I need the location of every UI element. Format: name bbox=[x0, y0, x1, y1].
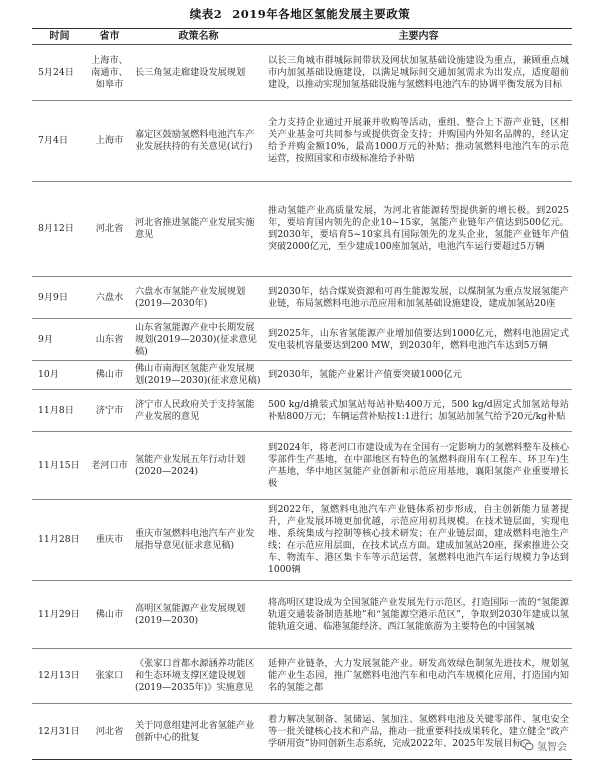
table-row bbox=[32, 182, 572, 277]
cell-date: 9月9日 bbox=[32, 277, 87, 319]
table-row bbox=[32, 45, 572, 101]
cell-date: 11月8日 bbox=[32, 390, 87, 432]
cell-content: 着力解决氢制备、氢储运、氢加注、氢燃料电池及关键零部件、氢电安全等一批关键核心技术和产品，推动一批重要科技成果转化，建立健全“政产学研用资”协同创新生态系统，完成2022年、2025年发展目标 bbox=[265, 704, 572, 760]
cell-content: 延伸产业链条，大力发展氢能产业。研发高效绿色制氢先进技术，规划氢能产业生态园，推广氢燃料电池汽车和电动汽车规模化应用，打造国内知名的氢能之都 bbox=[265, 649, 572, 704]
cell-region: 佛山市 bbox=[87, 361, 132, 390]
cell-policy: 佛山市南海区氢能产业发展规划(2019—2030)(征求意见稿) bbox=[132, 361, 265, 390]
cell-region: 老河口市 bbox=[87, 432, 132, 500]
cell-content: 将高明区建设成为全国氢能产业发展先行示范区，打造国际一流的“氢能源轨道交通装备制造基地”和“氢能源空港示范区”，争取到2030年建成以氢能轨道交通、临港氢能经济、西江氢能旅游为主要特色的中国氢城 bbox=[265, 581, 572, 649]
cell-policy: 济宁市人民政府关于支持氢能产业发展的意见 bbox=[132, 390, 265, 432]
cell-date: 8月12日 bbox=[32, 182, 87, 277]
table-row bbox=[32, 101, 572, 182]
cell-region: 六盘水 bbox=[87, 277, 132, 319]
wechat-logo-icon bbox=[520, 738, 534, 752]
cell-content: 全力支持企业通过开展兼并收购等活动，重组、整合上下游产业链，区相关产业基金可共同参与或提供资金支持；并购国内外知名品牌的，经认定给予并购金额10%，最高1000万元的补贴；推动氢燃料电池汽车的示范运营，按照国家和市级标准给予补贴 bbox=[265, 101, 572, 182]
table-row bbox=[32, 500, 572, 581]
table-row bbox=[32, 390, 572, 432]
table-row bbox=[32, 581, 572, 649]
cell-date: 11月15日 bbox=[32, 432, 87, 500]
cell-content: 500 kg/d撬装式加氢站每站补贴400万元，500 kg/d固定式加氢站每站补贴800万元；车辆运营补贴按1:1进行；加氢站加氢气给予20元/kg补贴 bbox=[265, 390, 572, 432]
cell-date: 9月 bbox=[32, 319, 87, 361]
cell-policy: 山东省氢能源产业中长期发展规划(2019—2030)(征求意见稿) bbox=[132, 319, 265, 361]
cell-date: 11月28日 bbox=[32, 500, 87, 581]
cell-content: 到2025年，山东省氢能源产业增加值要达到1000亿元，燃料电池固定式发电装机容量要达到200 MW，到2030年，燃料电池汽车达到5万辆 bbox=[265, 319, 572, 361]
cell-content: 以长三角城市群城际间带状及网状加氢基础设施建设为重点，兼顾重点城市内加氢基础设施建设，以满足城际间交通加氢需求为出发点，适度超前建设，以推动实现加氢基础设施与氢燃料电池汽车的协调平衡发展为目标 bbox=[265, 45, 572, 101]
table-title bbox=[0, 6, 600, 22]
table-title-text: 2019年各地区氢能发展主要政策 bbox=[232, 7, 411, 21]
cell-policy: 高明区氢能源产业发展规划(2019—2030) bbox=[132, 581, 265, 649]
cell-policy: 河北省推进氢能产业发展实施意见 bbox=[132, 182, 265, 277]
cell-date: 5月24日 bbox=[32, 45, 87, 101]
cell-content: 推动氢能产业高质量发展，为河北省能源转型提供新的增长极。到2025年，要培育国内领先的企业10~15家，氢能产业链年产值达到500亿元。到2030年，要培育5~10家具有国际领先的龙头企业，氢能产业链年产值突破2000亿元，至少建成100座加氢站，电池汽车运行要超过5万辆 bbox=[265, 182, 572, 277]
cell-region: 张家口 bbox=[87, 649, 132, 704]
cell-region: 济宁市 bbox=[87, 390, 132, 432]
table-label: 续表2 bbox=[189, 7, 223, 21]
cell-policy: 重庆市氢燃料电池汽车产业发展指导意见(征求意见稿) bbox=[132, 500, 265, 581]
cell-date: 10月 bbox=[32, 361, 87, 390]
cell-content: 到2022年，氢燃料电池汽车产业链体系初步形成，自主创新能力显著提升，产业发展环境更加优越，示范应用初具规模。在技术链层面，实现电堆、系统集成与控制等核心技术研发；在产业链层面，建成燃料电池生产线；在示范应用层面，在技术试点方面。建成加氢站20座，探索推进公交车、物流车、港区集卡车等示范运营，氢燃料电池汽车运行规模力争达到1000辆 bbox=[265, 500, 572, 581]
table-row bbox=[32, 432, 572, 500]
cell-region: 河北省 bbox=[87, 704, 132, 760]
table-row bbox=[32, 319, 572, 361]
cell-region: 上海市、南通市、如皋市 bbox=[87, 45, 132, 101]
cell-region: 山东省 bbox=[87, 319, 132, 361]
watermark-text: 氢智会 bbox=[537, 741, 567, 753]
policy-table bbox=[32, 28, 572, 760]
table-row bbox=[32, 649, 572, 704]
cell-date: 12月31日 bbox=[32, 704, 87, 760]
cell-content: 到2024年，将老河口市建设成为在全国有一定影响力的氢燃料整车及核心零部件生产基地，在中部地区有特色的氢燃料商用车(工程车、环卫车)生产基地，华中地区氢能产业创新和示范应用基地，襄阳氢能产业重要增长极 bbox=[265, 432, 572, 500]
cell-region: 重庆市 bbox=[87, 500, 132, 581]
table-row bbox=[32, 277, 572, 319]
cell-date: 12月13日 bbox=[32, 649, 87, 704]
cell-content: 到2030年，结合煤炭资源和可再生能源发展，以煤制氢为重点发展氢能产业链，布局氢燃料电池示范应用和加氢基础设施建设，建成加氢站20座 bbox=[265, 277, 572, 319]
cell-region: 佛山市 bbox=[87, 581, 132, 649]
header-region: 省市 bbox=[87, 29, 132, 45]
cell-policy: 长三角氢走廊建设发展规划 bbox=[132, 45, 265, 101]
cell-policy: 氢能产业发展五年行动计划(2020—2024) bbox=[132, 432, 265, 500]
cell-date: 7月4日 bbox=[32, 101, 87, 182]
cell-date: 11月29日 bbox=[32, 581, 87, 649]
header-content: 主要内容 bbox=[265, 29, 572, 45]
table-row bbox=[32, 704, 572, 760]
watermark bbox=[520, 736, 590, 754]
header-policy: 政策名称 bbox=[132, 29, 265, 45]
cell-content: 到2030年，氢能产业累计产值要突破1000亿元 bbox=[265, 361, 572, 390]
table-row bbox=[32, 361, 572, 390]
cell-policy: 关于同意组建河北省氢能产业创新中心的批复 bbox=[132, 704, 265, 760]
cell-policy: 六盘水市氢能产业发展规划(2019—2030年) bbox=[132, 277, 265, 319]
cell-policy: 嘉定区鼓励氢燃料电池汽车产业发展扶持的有关意见(试行) bbox=[132, 101, 265, 182]
header-date: 时间 bbox=[32, 29, 87, 45]
cell-region: 上海市 bbox=[87, 101, 132, 182]
cell-region: 河北省 bbox=[87, 182, 132, 277]
table-header-row bbox=[32, 29, 572, 45]
cell-policy: 《张家口首都水源涵养功能区和生态环境支撑区建设规划(2019—2035年)》实施意见 bbox=[132, 649, 265, 704]
